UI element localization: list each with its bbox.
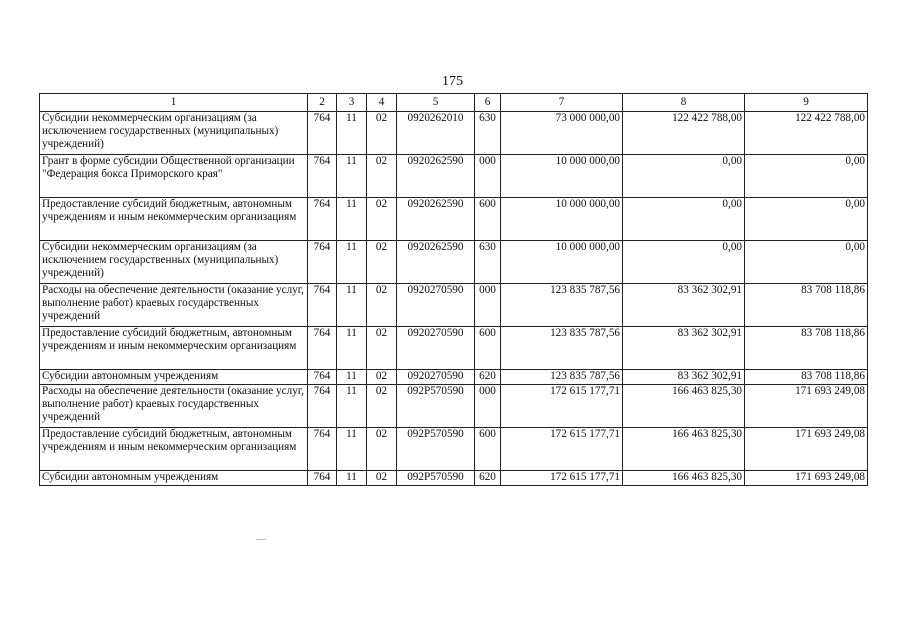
section-code: 11 — [337, 385, 367, 428]
page-number: 175 — [442, 74, 463, 89]
amount-col-7: 10 000 000,00 — [501, 198, 623, 241]
ministry-code: 764 — [308, 241, 337, 284]
table-row — [40, 155, 868, 198]
ministry-code: 764 — [308, 112, 337, 155]
amount-col-9: 83 708 118,86 — [745, 370, 868, 385]
amount-col-8: 83 362 302,91 — [623, 284, 745, 327]
section-code: 11 — [337, 428, 367, 471]
target-article-code: 092Р570590 — [397, 471, 475, 486]
expense-type-code: 000 — [475, 284, 501, 327]
amount-col-8: 0,00 — [623, 155, 745, 198]
amount-col-9: 0,00 — [745, 241, 868, 284]
amount-col-7: 10 000 000,00 — [501, 241, 623, 284]
row-name: Расходы на обеспечение деятельности (оказание услуг, выполнение работ) краевых государственных учреждений — [40, 284, 308, 327]
ministry-code: 764 — [308, 284, 337, 327]
expense-type-code: 000 — [475, 385, 501, 428]
expense-type-code: 630 — [475, 241, 501, 284]
table-row — [40, 198, 868, 241]
ministry-code: 764 — [308, 385, 337, 428]
subsection-code: 02 — [367, 198, 397, 241]
amount-col-8: 0,00 — [623, 198, 745, 241]
target-article-code: 092Р570590 — [397, 428, 475, 471]
amount-col-8: 166 463 825,30 — [623, 471, 745, 486]
table-row — [40, 241, 868, 284]
column-header-2: 2 — [308, 94, 337, 112]
row-name: Грант в форме субсидии Общественной организации "Федерация бокса Приморского края" — [40, 155, 308, 198]
subsection-code: 02 — [367, 284, 397, 327]
ministry-code: 764 — [308, 370, 337, 385]
target-article-code: 0920262590 — [397, 198, 475, 241]
table-row — [40, 385, 868, 428]
subsection-code: 02 — [367, 385, 397, 428]
amount-col-9: 171 693 249,08 — [745, 428, 868, 471]
column-header-5: 5 — [397, 94, 475, 112]
amount-col-8: 83 362 302,91 — [623, 370, 745, 385]
row-name: Субсидии некоммерческим организациям (за исключением государственных (муниципальных) учреждений) — [40, 112, 308, 155]
row-name: Расходы на обеспечение деятельности (оказание услуг, выполнение работ) краевых государственных учреждений — [40, 385, 308, 428]
expense-type-code: 600 — [475, 428, 501, 471]
amount-col-8: 83 362 302,91 — [623, 327, 745, 370]
amount-col-9: 171 693 249,08 — [745, 471, 868, 486]
scan-mark — [256, 539, 266, 540]
subsection-code: 02 — [367, 155, 397, 198]
expense-type-code: 620 — [475, 471, 501, 486]
ministry-code: 764 — [308, 155, 337, 198]
amount-col-7: 123 835 787,56 — [501, 327, 623, 370]
expense-type-code: 000 — [475, 155, 501, 198]
table-row — [40, 471, 868, 486]
table-header-row — [40, 94, 868, 112]
amount-col-9: 122 422 788,00 — [745, 112, 868, 155]
subsection-code: 02 — [367, 370, 397, 385]
subsection-code: 02 — [367, 327, 397, 370]
expense-type-code: 620 — [475, 370, 501, 385]
amount-col-9: 0,00 — [745, 198, 868, 241]
amount-col-8: 166 463 825,30 — [623, 385, 745, 428]
column-header-7: 7 — [501, 94, 623, 112]
subsection-code: 02 — [367, 112, 397, 155]
expense-type-code: 600 — [475, 198, 501, 241]
row-name: Субсидии некоммерческим организациям (за исключением государственных (муниципальных) учреждений) — [40, 241, 308, 284]
amount-col-8: 122 422 788,00 — [623, 112, 745, 155]
section-code: 11 — [337, 284, 367, 327]
table-row — [40, 370, 868, 385]
section-code: 11 — [337, 370, 367, 385]
table-row — [40, 284, 868, 327]
amount-col-7: 172 615 177,71 — [501, 428, 623, 471]
ministry-code: 764 — [308, 198, 337, 241]
column-header-1: 1 — [40, 94, 308, 112]
subsection-code: 02 — [367, 428, 397, 471]
table-row — [40, 327, 868, 370]
expense-type-code: 600 — [475, 327, 501, 370]
amount-col-9: 0,00 — [745, 155, 868, 198]
column-header-4: 4 — [367, 94, 397, 112]
amount-col-8: 0,00 — [623, 241, 745, 284]
table-row — [40, 428, 868, 471]
row-name: Субсидии автономным учреждениям — [40, 370, 308, 385]
amount-col-7: 172 615 177,71 — [501, 385, 623, 428]
target-article-code: 0920270590 — [397, 327, 475, 370]
amount-col-7: 123 835 787,56 — [501, 370, 623, 385]
ministry-code: 764 — [308, 428, 337, 471]
row-name: Предоставление субсидий бюджетным, автономным учреждениям и иным некоммерческим организациям — [40, 327, 308, 370]
target-article-code: 0920270590 — [397, 284, 475, 327]
target-article-code: 0920262010 — [397, 112, 475, 155]
amount-col-9: 83 708 118,86 — [745, 327, 868, 370]
column-header-8: 8 — [623, 94, 745, 112]
amount-col-9: 171 693 249,08 — [745, 385, 868, 428]
column-header-3: 3 — [337, 94, 367, 112]
column-header-6: 6 — [475, 94, 501, 112]
expense-type-code: 630 — [475, 112, 501, 155]
table-row — [40, 112, 868, 155]
section-code: 11 — [337, 198, 367, 241]
subsection-code: 02 — [367, 241, 397, 284]
row-name: Субсидии автономным учреждениям — [40, 471, 308, 486]
target-article-code: 0920262590 — [397, 155, 475, 198]
target-article-code: 0920270590 — [397, 370, 475, 385]
section-code: 11 — [337, 112, 367, 155]
ministry-code: 764 — [308, 327, 337, 370]
budget-table — [39, 93, 868, 486]
target-article-code: 092Р570590 — [397, 385, 475, 428]
section-code: 11 — [337, 155, 367, 198]
amount-col-9: 83 708 118,86 — [745, 284, 868, 327]
subsection-code: 02 — [367, 471, 397, 486]
ministry-code: 764 — [308, 471, 337, 486]
amount-col-8: 166 463 825,30 — [623, 428, 745, 471]
amount-col-7: 172 615 177,71 — [501, 471, 623, 486]
target-article-code: 0920262590 — [397, 241, 475, 284]
row-name: Предоставление субсидий бюджетным, автономным учреждениям и иным некоммерческим организациям — [40, 428, 308, 471]
section-code: 11 — [337, 327, 367, 370]
column-header-9: 9 — [745, 94, 868, 112]
row-name: Предоставление субсидий бюджетным, автономным учреждениям и иным некоммерческим организациям — [40, 198, 308, 241]
amount-col-7: 73 000 000,00 — [501, 112, 623, 155]
amount-col-7: 123 835 787,56 — [501, 284, 623, 327]
amount-col-7: 10 000 000,00 — [501, 155, 623, 198]
section-code: 11 — [337, 241, 367, 284]
section-code: 11 — [337, 471, 367, 486]
